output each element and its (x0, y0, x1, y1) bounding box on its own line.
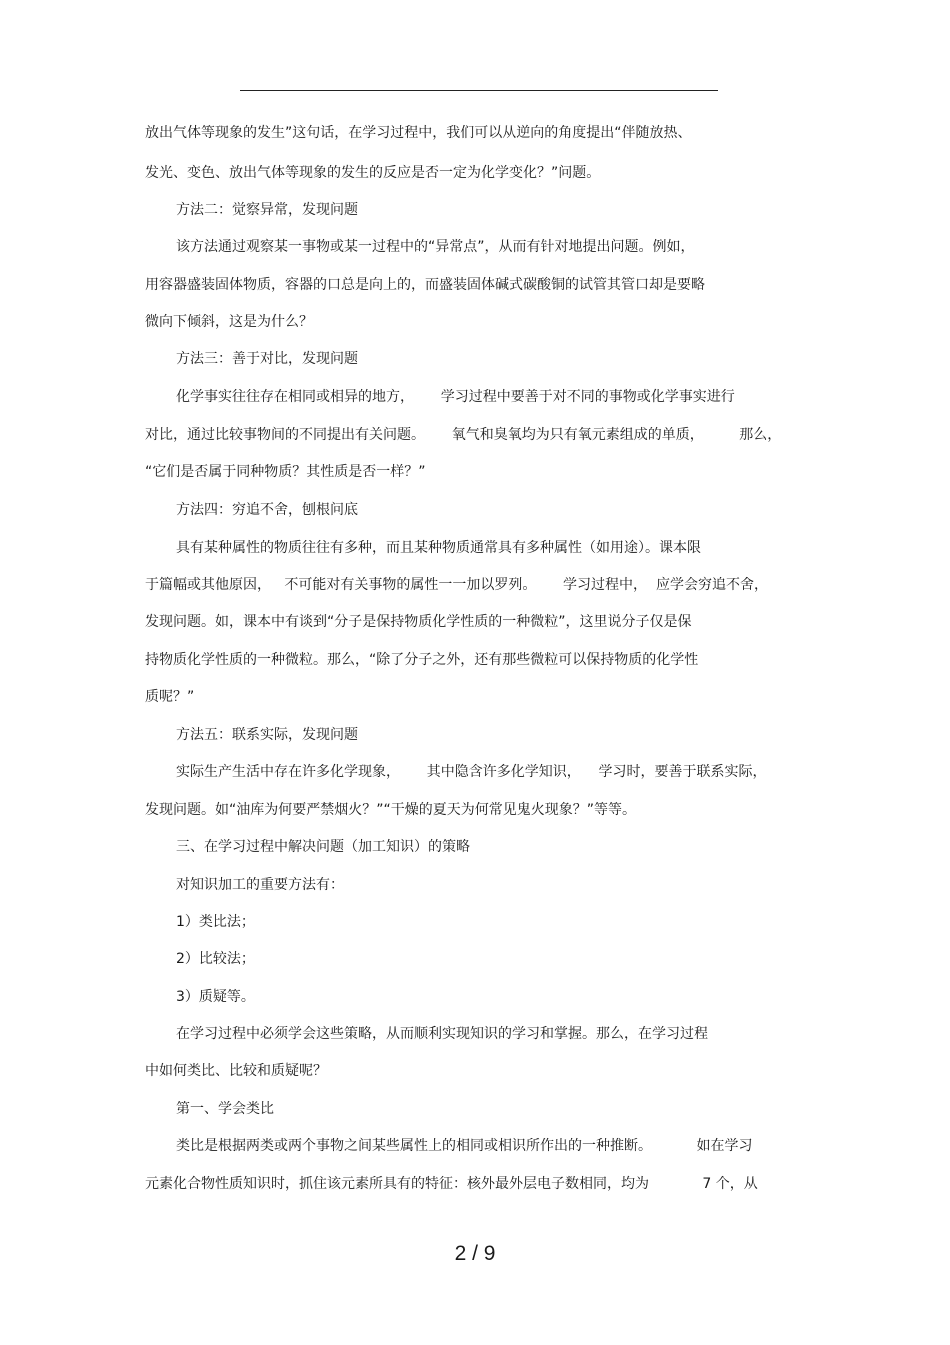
text-line: 发光、变色、放出气体等现象的发生的反应是否一定为化学变化？”问题。 (145, 165, 601, 181)
text-line: 于篇幅或其他原因， 不可能对有关事物的属性一一加以罗列。 学习过程中， 应学会穷追不舍， (145, 577, 768, 593)
text-line: 持物质化学性质的一种微粒。那么，“除了分子之外，还有那些微粒可以保持物质的化学性 (145, 652, 699, 668)
text-line: 对知识加工的重要方法有： (176, 877, 344, 893)
text-line: 1）类比法； (176, 914, 255, 930)
text-line: 实际生产生活中存在许多化学现象， 其中隐含许多化学知识， 学习时，要善于联系实际， (176, 764, 767, 780)
text-line: 发现问题。如“油库为何要严禁烟火？”“干燥的夏天为何常见鬼火现象？”等等。 (145, 802, 637, 818)
text-line: 用容器盛装固体物质，容器的口总是向上的，而盛装固体碱式碳酸铜的试管其管口却是要略 (145, 277, 705, 293)
text-line: 放出气体等现象的发生”这句话，在学习过程中，我们可以从逆向的角度提出“伴随放热、 (145, 125, 692, 141)
text-line: 方法二：觉察异常，发现问题 (176, 202, 358, 218)
text-line: 具有某种属性的物质往往有多种，而且某种物质通常具有多种属性（如用途）。课本限 (176, 540, 701, 556)
text-line: 对比，通过比较事物间的不同提出有关问题。 氧气和臭氧均为只有氧元素组成的单质， 那么， (145, 427, 782, 443)
text-line: 化学事实往往存在相同或相异的地方， 学习过程中要善于对不同的事物或化学事实进行 (176, 389, 735, 405)
text-line: 发现问题。如，课本中有谈到“分子是保持物质化学性质的一种微粒”，这里说分子仅是保 (145, 614, 692, 630)
text-line: 该方法通过观察某一事物或某一过程中的“异常点”，从而有针对地提出问题。例如， (176, 239, 695, 255)
text-line: 3）质疑等。 (176, 989, 255, 1005)
text-line: 在学习过程中必须学会这些策略，从而顺利实现知识的学习和掌握。那么，在学习过程 (176, 1026, 708, 1042)
text-line: 质呢？” (145, 689, 195, 705)
text-line: “它们是否属于同种物质？其性质是否一样？” (145, 464, 426, 480)
text-line: 微向下倾斜，这是为什么？ (145, 314, 313, 330)
text-line: 三、在学习过程中解决问题（加工知识）的策略 (176, 839, 470, 855)
text-line: 方法三：善于对比，发现问题 (176, 351, 358, 367)
header-rule (240, 90, 718, 91)
text-line: 中如何类比、比较和质疑呢？ (145, 1063, 327, 1079)
text-line: 第一、学会类比 (176, 1101, 274, 1117)
page-number: 2 / 9 (454, 1242, 496, 1265)
text-line: 方法五：联系实际，发现问题 (176, 727, 358, 743)
text-line: 元素化合物性质知识时，抓住该元素所具有的特征：核外最外层电子数相同，均为 7 个，从 (145, 1176, 758, 1192)
text-line: 类比是根据两类或两个事物之间某些属性上的相同或相识所作出的一种推断。 如在学习 (176, 1138, 753, 1154)
text-line: 方法四：穷追不舍，刨根问底 (176, 502, 358, 518)
text-line: 2）比较法； (176, 951, 255, 967)
